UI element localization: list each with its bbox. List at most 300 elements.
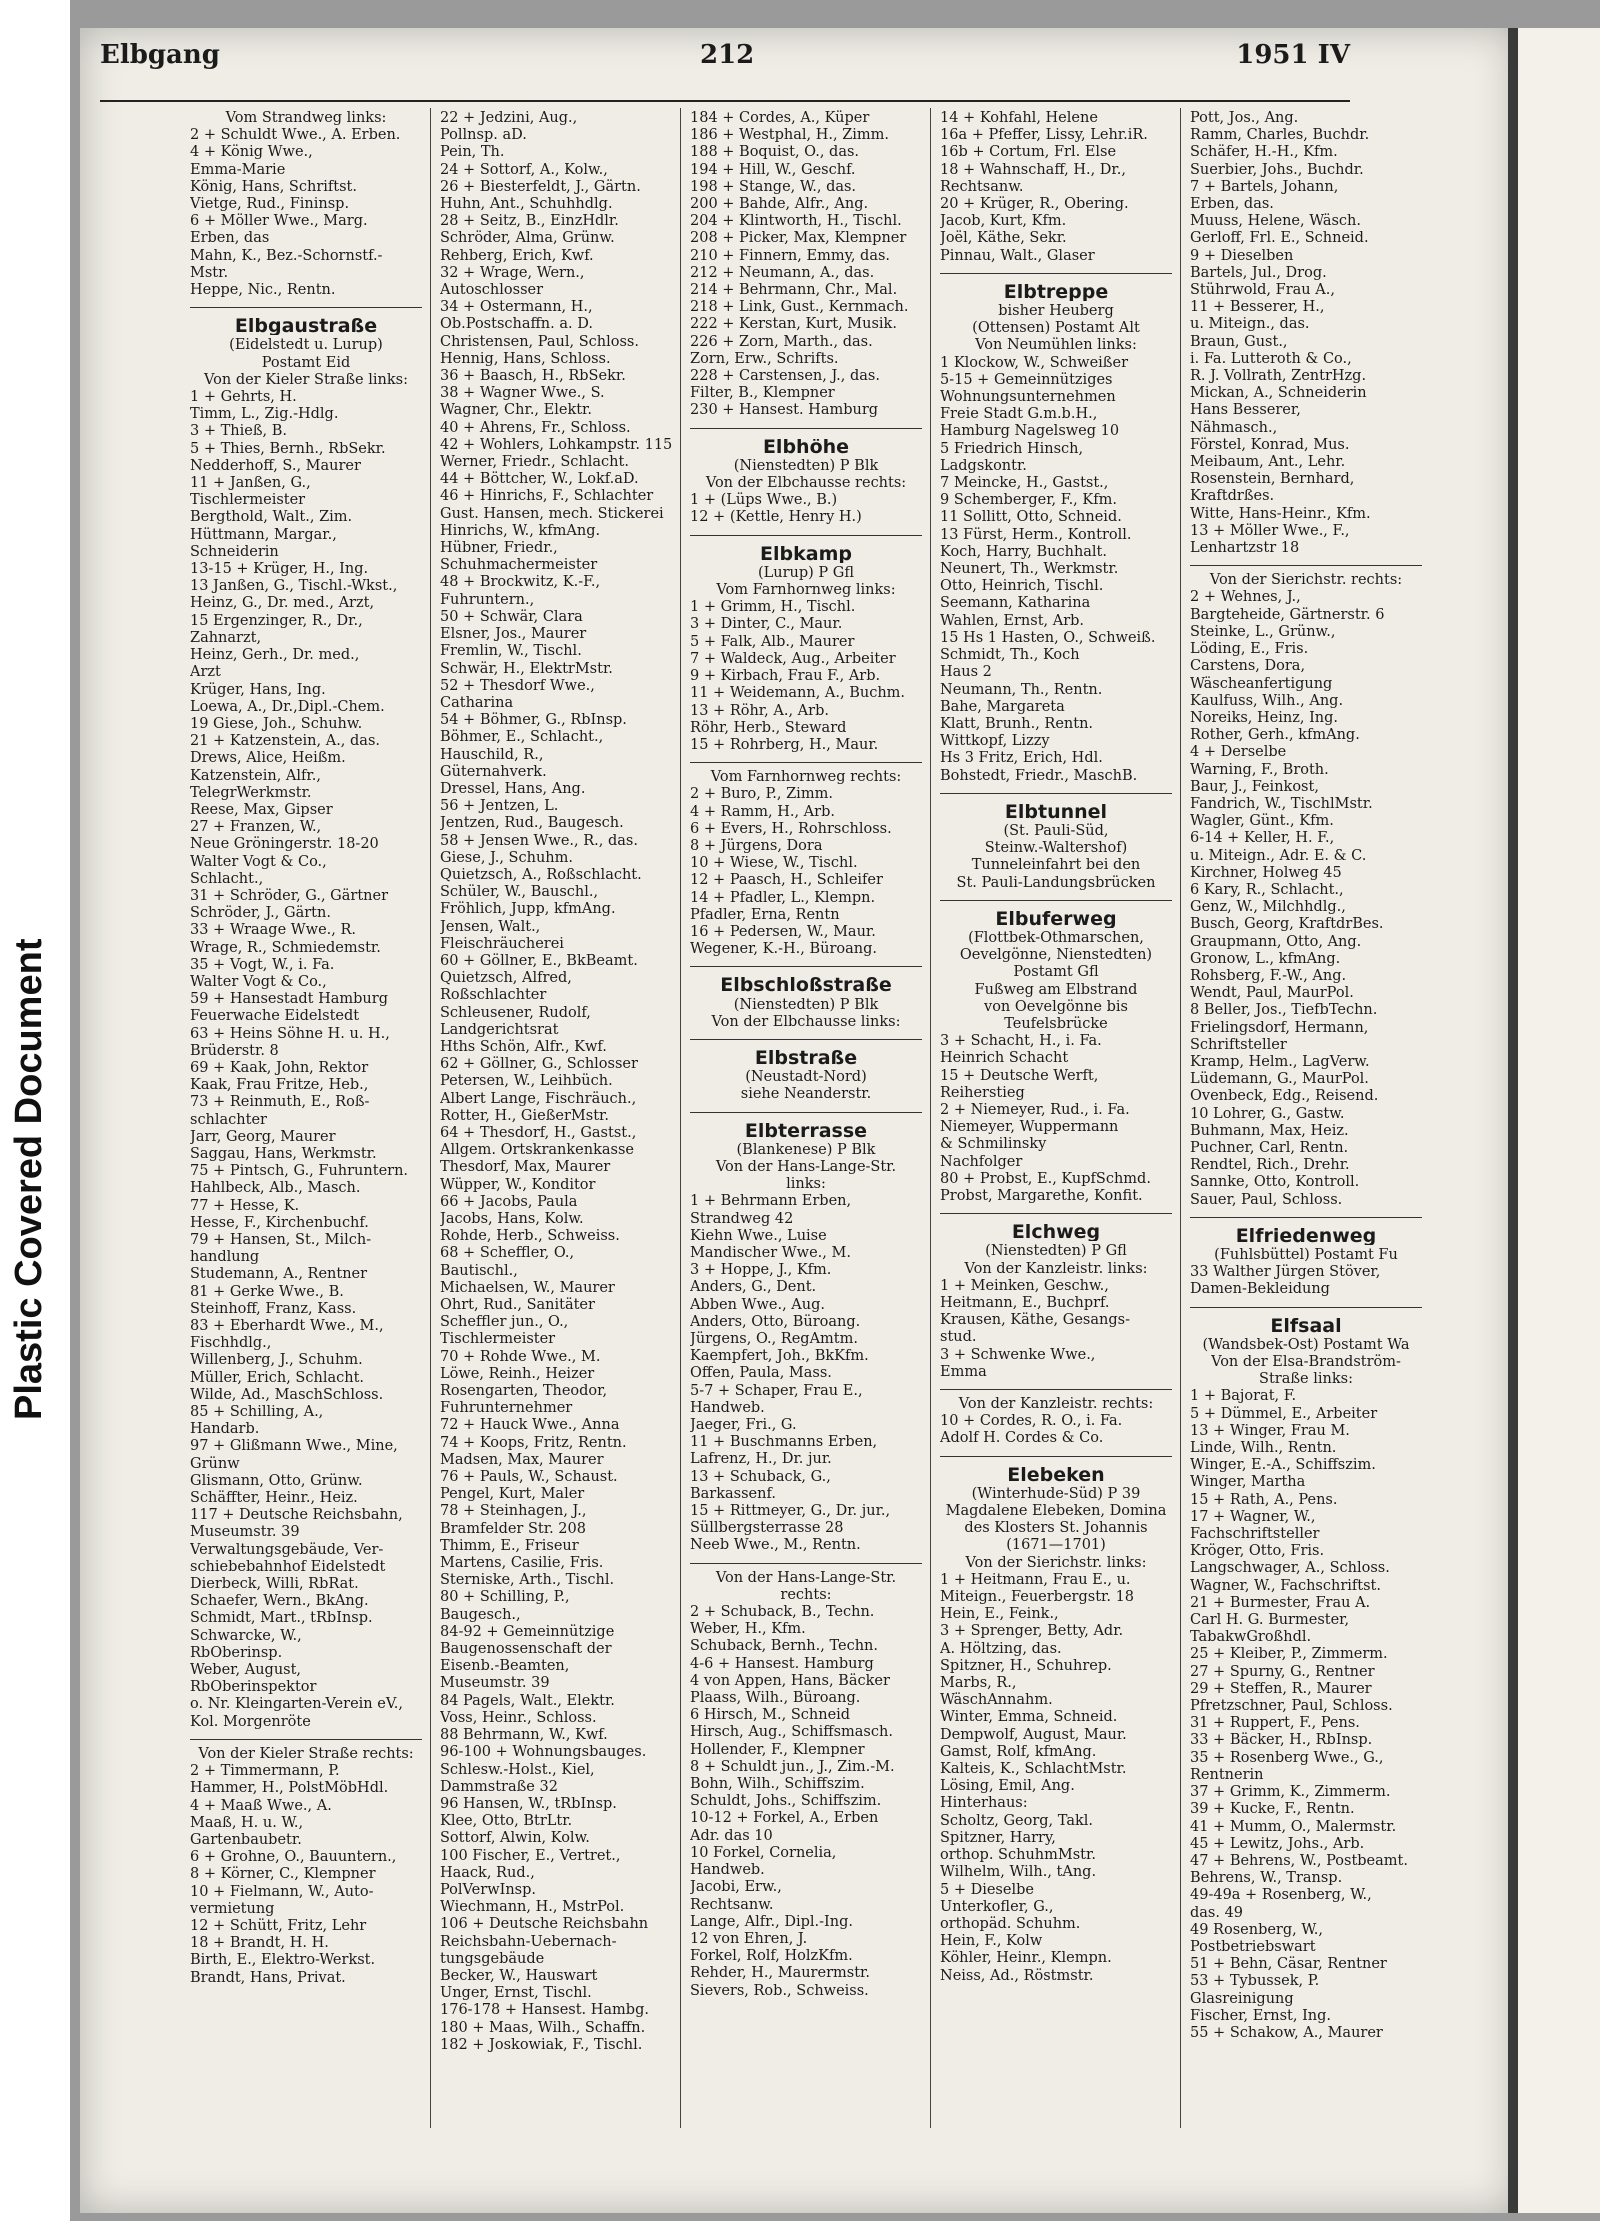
directory-entry: o. Nr. Kleingarten-Verein eV.,	[190, 1696, 403, 1713]
directory-entry: Feuerwache Eidelstedt	[190, 1008, 360, 1025]
directory-entry: Becker, W., Hauswart	[440, 1967, 598, 1984]
directory-entry: Wittkopf, Lizzy	[940, 733, 1050, 750]
directory-entry: 70 + Rohde Wwe., M.	[440, 1348, 601, 1365]
directory-entry: Hollender, F., Klempner	[690, 1741, 865, 1758]
page-number: 212	[700, 40, 755, 70]
directory-entry: Museumstr. 39	[440, 1675, 550, 1692]
directory-entry: Fuhrunternehmer	[440, 1400, 573, 1417]
directory-entry: Sottorf, Alwin, Kolw.	[440, 1830, 590, 1847]
directory-entry: Timm, L., Zig.-Hdlg.	[190, 406, 339, 423]
directory-entry: 15 + Deutsche Werft,	[940, 1067, 1099, 1084]
directory-entry: stud.	[940, 1329, 977, 1346]
directory-entry: Koch, Harry, Buchhalt.	[940, 543, 1107, 560]
directory-entry: Hesse, F., Kirchenbuchf.	[190, 1214, 369, 1231]
directory-entry: 11 + Weidemann, A., Buchm.	[690, 685, 906, 702]
directory-entry: Miteign., Feuerbergstr. 18	[940, 1589, 1135, 1606]
directory-entry: Reiherstieg	[940, 1084, 1025, 1101]
directory-entry: Rentnerin	[1190, 1766, 1264, 1783]
directory-entry: Glismann, Otto, Grünw.	[190, 1472, 363, 1489]
directory-entry: Mickan, A., Schneiderin	[1190, 385, 1367, 402]
directory-entry: WäschAnnahm.	[940, 1692, 1053, 1709]
directory-entry: Fleischräucherei	[440, 935, 564, 952]
directory-entry: vermietung	[190, 1900, 275, 1917]
directory-entry: 64 + Thesdorf, H., Gastst.,	[440, 1124, 637, 1141]
directory-entry: R. J. Vollrath, ZentrHzg.	[1190, 368, 1367, 385]
directory-entry: 3 + Schwenke Wwe.,	[940, 1346, 1096, 1363]
section-note: St. Pauli-Landungsbrücken	[956, 874, 1156, 891]
directory-entry: 212 + Neumann, A., das.	[690, 264, 875, 281]
directory-entry: 39 + Kucke, F., Rentn.	[1190, 1801, 1355, 1818]
directory-entry: Gartenbaubetr.	[190, 1831, 302, 1848]
directory-entry: 16 + Pedersen, W., Maur.	[690, 923, 876, 940]
directory-entry: Busch, Georg, KraftdrBes.	[1190, 916, 1384, 933]
section-rule	[690, 1039, 922, 1040]
column-divider	[1180, 108, 1181, 2128]
directory-entry: Ovenbeck, Edg., Reisend.	[1190, 1088, 1379, 1105]
directory-entry: 13 Fürst, Herm., Kontroll.	[940, 526, 1132, 543]
directory-entry: Pfadler, Erna, Rentn	[690, 906, 840, 923]
directory-entry: 96-100 + Wohnungsbauges.	[440, 1744, 647, 1761]
directory-entry: 40 + Ahrens, Fr., Schloss.	[440, 419, 631, 436]
directory-entry: 5 + Dümmel, E., Arbeiter	[1190, 1405, 1378, 1422]
section-note: Von der Kanzleistr. links:	[964, 1260, 1148, 1277]
directory-entry: 12 + (Kettle, Henry H.)	[690, 509, 862, 526]
directory-entry: Walter Vogt & Co.,	[190, 853, 327, 870]
section-rule	[1190, 1217, 1422, 1218]
directory-entry: 5 + Falk, Alb., Maurer	[690, 633, 855, 650]
directory-entry: 13 + Röhr, A., Arb.	[690, 702, 829, 719]
section-note: Fußweg am Elbstrand	[974, 981, 1138, 998]
directory-entry: Wüpper, W., Konditor	[440, 1176, 596, 1193]
directory-entry: 176-178 + Hansest. Hambg.	[440, 2002, 649, 2019]
directory-entry: Linde, Wilh., Rentn.	[1190, 1440, 1337, 1457]
directory-entry: 97 + Glißmann Wwe., Mine,	[190, 1438, 398, 1455]
directory-entry: Güternahverk.	[440, 763, 547, 780]
directory-entry: 1 + Grimm, H., Tischl.	[690, 599, 856, 616]
directory-entry: Pfretzschner, Paul, Schloss.	[1190, 1698, 1393, 1715]
directory-entry: Seemann, Katharina	[940, 595, 1091, 612]
directory-entry: Jentzen, Rud., Baugesch.	[440, 815, 624, 832]
directory-entry: 85 + Schilling, A.,	[190, 1404, 324, 1421]
directory-entry: Warning, F., Broth.	[1190, 761, 1329, 778]
directory-entry: Jensen, Walt.,	[440, 918, 541, 935]
directory-entry: Jaeger, Fri., G.	[690, 1417, 797, 1434]
section-note: Von der Elsa-Brandström-	[1211, 1354, 1401, 1371]
directory-entry: 9 + Dieselben	[1190, 247, 1294, 264]
section-rule	[690, 762, 922, 763]
directory-entry: Lafrenz, H., Dr. jur.	[690, 1451, 832, 1468]
directory-entry: 2 + Schuldt Wwe., A. Erben.	[190, 127, 401, 144]
street-heading: Elbuferweg	[995, 910, 1117, 928]
directory-entry: Zahnarzt,	[190, 629, 262, 646]
directory-entry: 1 + (Lüps Wwe., B.)	[690, 492, 838, 509]
directory-entry: Löwe, Reinh., Heizer	[440, 1365, 595, 1382]
directory-entry: Autoschlosser	[440, 282, 544, 299]
directory-entry: Brandt, Hans, Privat.	[190, 1969, 346, 1986]
directory-entry: 5 Friedrich Hinsch,	[940, 440, 1084, 457]
directory-entry: 10 + Fielmann, W., Auto-	[190, 1883, 374, 1900]
directory-entry: Süllbergsterrasse 28	[690, 1520, 844, 1537]
directory-entry: 76 + Pauls, W., Schaust.	[440, 1469, 618, 1486]
directory-entry: Schäffter, Heinr., Heiz.	[190, 1490, 358, 1507]
section-rule	[940, 1213, 1172, 1214]
directory-entry: Christensen, Paul, Schloss.	[440, 333, 639, 350]
directory-entry: Bargteheide, Gärtnerstr. 6	[1190, 606, 1385, 623]
directory-entry: Kröger, Otto, Fris.	[1190, 1543, 1325, 1560]
directory-entry: Jacobi, Erw.,	[690, 1879, 782, 1896]
street-heading: Elfsaal	[1270, 1317, 1342, 1335]
directory-entry: 16a + Pfeffer, Lissy, Lehr.iR.	[940, 127, 1148, 144]
directory-entry: 44 + Böttcher, W., Lokf.aD.	[440, 471, 639, 488]
directory-entry: Haus 2	[940, 664, 992, 681]
directory-entry: u. Miteign., Adr. E. & C.	[1190, 847, 1367, 864]
page-header	[100, 40, 1350, 90]
directory-entry: Anders, Otto, Büroang.	[690, 1313, 861, 1330]
section-note: (1671—1701)	[1006, 1537, 1106, 1554]
directory-entry: Werner, Friedr., Schlacht.	[440, 454, 629, 471]
directory-entry: 1 + Heitmann, Frau E., u.	[940, 1571, 1131, 1588]
directory-entry: Abben Wwe., Aug.	[690, 1296, 825, 1313]
section-note: rechts:	[780, 1586, 832, 1603]
plastic-covered-label: Plastic Covered Document	[8, 938, 50, 1420]
section-note: siehe Neanderstr.	[740, 1086, 872, 1103]
directory-entry: Loewa, A., Dr.,Dipl.-Chem.	[190, 698, 385, 715]
section-note: Von der Sierichstr. links:	[965, 1554, 1147, 1571]
directory-entry: Frielingsdorf, Hermann,	[1190, 1019, 1369, 1036]
directory-entry: Köhler, Heinr., Klempn.	[940, 1950, 1112, 1967]
directory-entry: Hamburg Nagelsweg 10	[940, 423, 1120, 440]
directory-entry: Noreiks, Heinz, Ing.	[1190, 709, 1339, 726]
directory-entry: Krausen, Käthe, Gesangs-	[940, 1312, 1130, 1329]
directory-entry: Voss, Heinr., Schloss.	[440, 1709, 597, 1726]
directory-entry: Heinrich Schacht	[940, 1050, 1069, 1067]
directory-entry: 2 + Schuback, B., Techn.	[690, 1604, 875, 1621]
directory-entry: Fachschriftsteller	[1190, 1526, 1320, 1543]
directory-entry: 49 Rosenberg, W.,	[1190, 1921, 1323, 1938]
directory-entry: 12 von Ehren, J.	[690, 1930, 808, 1947]
directory-entry: 198 + Stange, W., das.	[690, 178, 857, 195]
section-note: (Eidelstedt u. Lurup)	[229, 337, 383, 354]
directory-entry: 228 + Carstensen, J., das.	[690, 368, 880, 385]
section-note: (Nienstedten) P Gfl	[985, 1243, 1127, 1260]
directory-entry: 25 + Kleiber, P., Zimmerm.	[1190, 1646, 1388, 1663]
section-note: Von der Hans-Lange-Str.	[715, 1569, 897, 1586]
directory-entry: Wilhelm, Wilh., tAng.	[940, 1864, 1097, 1881]
directory-entry: Birth, E., Elektro-Werkst.	[190, 1952, 376, 1969]
directory-entry: Gust. Hansen, mech. Stickerei	[440, 505, 664, 522]
directory-entry: Studemann, A., Rentner	[190, 1266, 368, 1283]
directory-entry: Wiechmann, H., MstrPol.	[440, 1899, 625, 1916]
directory-entry: Löding, E., Fris.	[1190, 641, 1309, 658]
directory-entry: 210 + Finnern, Emmy, das.	[690, 247, 891, 264]
directory-entry: 78 + Steinhagen, J.,	[440, 1503, 587, 1520]
directory-entry: Reese, Max, Gipser	[190, 801, 333, 818]
directory-entry: 7 + Bartels, Johann,	[1190, 178, 1339, 195]
directory-entry: 27 + Spurny, G., Rentner	[1190, 1663, 1375, 1680]
directory-entry: Schaefer, Wern., BkAng.	[190, 1593, 369, 1610]
directory-entry: 79 + Hansen, St., Milch-	[190, 1232, 372, 1248]
directory-entry: Maaß, H. u. W.,	[190, 1814, 304, 1831]
directory-entry: Hein, E., Feink.,	[940, 1606, 1059, 1623]
directory-entry: Schuhmachermeister	[440, 557, 598, 574]
street-heading: Elbkamp	[760, 545, 852, 563]
section-rule	[690, 1563, 922, 1564]
street-heading: Elfriedenweg	[1235, 1227, 1377, 1245]
directory-entry: 1 + Meinken, Geschw.,	[940, 1277, 1109, 1294]
directory-entry: Schriftsteller	[1190, 1036, 1287, 1053]
directory-entry: 106 + Deutsche Reichsbahn	[440, 1916, 649, 1933]
directory-entry: 2 + Wehnes, J.,	[1190, 589, 1301, 606]
directory-entry: Wäscheanfertigung	[1190, 675, 1333, 692]
directory-entry: Rohsberg, F.-W., Ang.	[1190, 967, 1347, 984]
directory-entry: Dammstraße 32	[440, 1778, 558, 1795]
section-note: (Ottensen) Postamt Alt	[972, 320, 1140, 337]
directory-entry: TelegrWerkmstr.	[190, 784, 312, 801]
directory-entry: Scheffler jun., O.,	[440, 1314, 569, 1331]
directory-entry: 6 Hirsch, M., Schneid	[690, 1707, 851, 1724]
directory-entry: Unterkofler, G.,	[940, 1898, 1054, 1915]
directory-entry: Glasreinigung	[1190, 1990, 1294, 2007]
section-note: Von der Kieler Straße links:	[204, 371, 408, 388]
directory-entry: 63 + Heins Söhne H. u. H.,	[190, 1025, 390, 1042]
directory-entry: 73 + Reinmuth, E., Roß-	[190, 1094, 370, 1111]
column-divider	[430, 108, 431, 2128]
directory-entry: Arzt	[190, 664, 221, 681]
directory-entry: 8 + Schuldt jun., J., Zim.-M.	[690, 1758, 895, 1775]
directory-entry: 33 Walther Jürgen Stöver,	[1190, 1264, 1381, 1281]
directory-entry: Dressel, Hans, Ang.	[440, 780, 586, 797]
directory-entry: 46 + Hinrichs, F., Schlachter	[440, 488, 654, 505]
directory-entry: Strandweg 42	[690, 1210, 794, 1227]
directory-entry: 56 + Jentzen, L.	[440, 798, 559, 815]
directory-entry: Ladgskontr.	[940, 457, 1027, 474]
directory-entry: 83 + Eberhardt Wwe., M.,	[190, 1318, 384, 1335]
directory-entry: Kaulfuss, Wilh., Ang.	[1190, 692, 1344, 709]
directory-entry: 27 + Franzen, W.,	[190, 819, 322, 836]
directory-entry: Bartels, Jul., Drog.	[1190, 264, 1327, 281]
directory-entry: 9 + Kirbach, Frau F., Arb.	[690, 668, 881, 685]
directory-entry: Neue Gröningerstr. 18-20	[190, 836, 379, 853]
directory-entry: 37 + Grimm, K., Zimmerm.	[1190, 1784, 1391, 1801]
directory-entry: 75 + Pintsch, G., Fuhruntern.	[190, 1163, 409, 1180]
directory-entry: 3 + Schacht, H., i. Fa.	[940, 1033, 1102, 1050]
section-note: Vom Farnhornweg rechts:	[710, 769, 902, 786]
directory-entry: Reichsbahn-Uebernach-	[440, 1933, 617, 1950]
directory-entry: 226 + Zorn, Marth., das.	[690, 333, 873, 350]
directory-entry: 31 + Schröder, G., Gärtner	[190, 887, 389, 904]
directory-entry: 84-92 + Gemeinnützige	[440, 1623, 615, 1640]
directory-entry: Eisenb.-Beamten,	[440, 1658, 570, 1675]
directory-entry: Kiehn Wwe., Luise	[690, 1227, 827, 1244]
directory-entry: Roßschlachter	[440, 987, 547, 1004]
directory-entry: tungsgebäude	[440, 1950, 545, 1967]
section-note: Steinw.-Waltershof)	[984, 840, 1128, 857]
directory-entry: 11 Sollitt, Otto, Schneid.	[940, 509, 1122, 526]
directory-entry: Emma-Marie	[190, 161, 286, 178]
directory-entry: Schäfer, H.-H., Kfm.	[1190, 144, 1338, 161]
directory-entry: Verwaltungsgebäude, Ver-	[190, 1541, 384, 1558]
directory-entry: Wahlen, Ernst, Arb.	[940, 612, 1085, 629]
directory-entry: Wegener, K.-H., Büroang.	[690, 941, 877, 958]
directory-entry: 1 + Bajorat, F.	[1190, 1388, 1297, 1405]
directory-entry: Schuback, Bernh., Techn.	[690, 1638, 878, 1655]
directory-entry: Wagner, Chr., Elektr.	[440, 402, 593, 419]
directory-entry: 18 + Brandt, H. H.	[190, 1935, 329, 1952]
directory-entry: Grünw	[190, 1455, 240, 1472]
directory-entry: Otto, Heinrich, Tischl.	[940, 578, 1104, 595]
directory-entry: 15 + Rittmeyer, G., Dr. jur.,	[690, 1503, 891, 1520]
directory-entry: Quietzsch, A., Roßschlacht.	[440, 866, 642, 883]
directory-entry: Sannke, Otto, Kontroll.	[1190, 1174, 1360, 1191]
section-rule	[1190, 565, 1422, 566]
section-note: Tunneleinfahrt bei den	[971, 857, 1141, 874]
directory-entry: Hths Schön, Alfr., Kwf.	[440, 1038, 607, 1055]
directory-entry: 117 + Deutsche Reichsbahn,	[190, 1507, 403, 1524]
section-note: Von der Kanzleistr. rechts:	[958, 1396, 1154, 1413]
section-rule	[940, 900, 1172, 901]
directory-entry: Neeb Wwe., M., Rentn.	[690, 1537, 861, 1554]
directory-entry: 11 + Janßen, G.,	[190, 475, 311, 492]
section-rule	[1190, 1307, 1422, 1308]
directory-entry: Catharina	[440, 694, 514, 711]
directory-entry: Gamst, Rolf, kfmAng.	[940, 1743, 1097, 1760]
street-heading: Elbtreppe	[1003, 283, 1109, 302]
directory-entry: Plaass, Wilh., Büroang.	[690, 1690, 861, 1707]
directory-entry: 48 + Brockwitz, K.-F.,	[440, 574, 601, 591]
section-rule	[190, 1739, 422, 1740]
directory-entry: Schlacht.,	[190, 870, 264, 887]
directory-entry: 184 + Cordes, A., Küper	[690, 110, 870, 126]
directory-entry: Erben, das	[190, 230, 270, 247]
directory-entry: 33 + Wraage Wwe., R.	[190, 922, 357, 939]
directory-entry: 3 + Sprenger, Betty, Adr.	[940, 1623, 1124, 1640]
directory-entry: Niemeyer, Wuppermann	[940, 1119, 1119, 1136]
directory-entry: Schmidt, Mart., tRbInsp.	[190, 1610, 373, 1627]
directory-entry: Wendt, Paul, MaurPol.	[1190, 985, 1354, 1002]
directory-entry: Spitzner, H., Schuhrep.	[940, 1657, 1112, 1674]
directory-entry: Fremlin, W., Tischl.	[440, 643, 582, 660]
directory-entry: Vietge, Rud., Fininsp.	[190, 196, 350, 213]
section-note: (Blankenese) P Blk	[736, 1141, 876, 1158]
directory-entry: Rotter, H., GießerMstr.	[440, 1107, 609, 1124]
section-note: (Nienstedten) P Blk	[733, 457, 879, 474]
column-5	[1190, 110, 1422, 2042]
directory-entry: 52 + Thesdorf Wwe.,	[440, 677, 595, 694]
directory-entry: Tischlermeister	[440, 1331, 556, 1348]
directory-entry: Jacob, Kurt, Kfm.	[940, 213, 1067, 230]
directory-entry: 10 Lohrer, G., Gastw.	[1190, 1105, 1345, 1122]
section-note: (Nienstedten) P Blk	[733, 996, 879, 1013]
directory-entry: 21 + Katzenstein, A., das.	[190, 733, 381, 750]
directory-entry: 10 Forkel, Cornelia,	[690, 1844, 837, 1861]
section-note: (Fuhlsbüttel) Postamt Fu	[1214, 1247, 1398, 1263]
column-3	[690, 110, 922, 2000]
directory-entry: 200 + Bahde, Alfr., Ang.	[690, 196, 869, 213]
directory-entry: Sauer, Paul, Schloss.	[1190, 1191, 1343, 1208]
directory-entry: Lüdemann, G., MaurPol.	[1190, 1071, 1369, 1088]
section-rule	[940, 273, 1172, 274]
directory-entry: Klee, Otto, BtrLtr.	[440, 1813, 573, 1830]
directory-entry: Pinnau, Walt., Glaser	[940, 247, 1095, 264]
directory-entry: Wilde, Ad., MaschSchloss.	[190, 1386, 384, 1403]
directory-entry: 4-6 + Hansest. Hamburg	[690, 1655, 874, 1672]
directory-entry: Wagler, Günt., Kfm.	[1190, 813, 1334, 830]
directory-entry: 13-15 + Krüger, H., Ing.	[190, 561, 369, 578]
directory-entry: Klatt, Brunh., Rentn.	[940, 715, 1094, 732]
directory-entry: 45 + Lewitz, Johs., Arb.	[1190, 1835, 1365, 1852]
directory-entry: 84 Pagels, Walt., Elektr.	[440, 1692, 615, 1709]
directory-entry: Lange, Alfr., Dipl.-Ing.	[690, 1913, 853, 1930]
directory-entry: orthopäd. Schuhm.	[940, 1915, 1081, 1932]
directory-entry: & Schmilinsky	[940, 1136, 1047, 1153]
directory-entry: PolVerwInsp.	[440, 1881, 536, 1898]
directory-entry: 222 + Kerstan, Kurt, Musik.	[690, 316, 897, 333]
directory-entry: 69 + Kaak, John, Rektor	[190, 1059, 369, 1076]
directory-entry: König, Hans, Schriftst.	[190, 178, 357, 195]
directory-entry: Neunert, Th., Werkmstr.	[940, 561, 1119, 578]
directory-entry: Bergthold, Walt., Zim.	[190, 509, 353, 526]
directory-entry: Puchner, Carl, Rentn.	[1190, 1139, 1349, 1156]
directory-entry: TabakwGroßhdl.	[1190, 1629, 1312, 1646]
directory-entry: Adolf H. Cordes & Co.	[940, 1430, 1104, 1447]
directory-entry: Fandrich, W., TischlMstr.	[1190, 795, 1373, 812]
section-note: Vom Strandweg links:	[225, 110, 387, 126]
directory-entry: 5-7 + Schaper, Frau E.,	[690, 1382, 863, 1399]
directory-entry: 230 + Hansest. Hamburg	[690, 402, 879, 419]
directory-entry: 34 + Ostermann, H.,	[440, 299, 593, 316]
section-rule	[190, 307, 422, 308]
directory-entry: 5 + Dieselbe	[940, 1881, 1034, 1898]
directory-entry: Krüger, Hans, Ing.	[190, 681, 326, 698]
directory-entry: Schwarcke, W.,	[190, 1627, 302, 1644]
directory-entry: Carstens, Dora,	[1190, 658, 1306, 675]
directory-entry: Kirchner, Holweg 45	[1190, 864, 1342, 881]
directory-entry: 14 + Kohfahl, Helene	[940, 110, 1098, 126]
directory-entry: 15 + Rath, A., Pens.	[1190, 1491, 1338, 1508]
directory-entry: 22 + Jedzini, Aug.,	[440, 110, 578, 126]
directory-entry: 1 + Behrmann Erben,	[690, 1193, 852, 1210]
directory-entry: i. Fa. Lutteroth & Co.,	[1190, 350, 1352, 367]
directory-entry: Fröhlich, Jupp, kfmAng.	[440, 901, 616, 918]
directory-entry: 58 + Jensen Wwe., R., das.	[440, 832, 638, 849]
directory-entry: Giese, J., Schuhm.	[440, 849, 573, 866]
directory-entry: Braun, Gust.,	[1190, 333, 1288, 350]
directory-entry: 194 + Hill, W., Geschf.	[690, 161, 856, 178]
directory-entry: Schröder, J., Gärtn.	[190, 905, 331, 922]
directory-entry: das. 49	[1190, 1904, 1244, 1921]
column-divider	[930, 108, 931, 2128]
directory-entry: 11 + Besserer, H.,	[1190, 299, 1325, 316]
directory-entry: Bohn, Wilh., Schiffszim.	[690, 1776, 865, 1793]
directory-entry: 6-14 + Keller, H. F.,	[1190, 830, 1335, 847]
section-note: links:	[786, 1176, 826, 1193]
directory-entry: 8 + Jürgens, Dora	[690, 837, 823, 854]
directory-entry: Hauschild, R.,	[440, 746, 544, 763]
section-note: Postamt Eid	[261, 354, 351, 371]
directory-entry: Baur, J., Feinkost,	[1190, 778, 1319, 795]
directory-entry: 218 + Link, Gust., Kernmach.	[690, 299, 909, 316]
directory-entry: Winger, E.-A., Schiffszim.	[1190, 1457, 1376, 1474]
directory-entry: Wohnungsunternehmen	[940, 389, 1116, 406]
directory-entry: 12 + Paasch, H., Schleifer	[690, 872, 883, 889]
directory-entry: 88 Behrmann, W., Kwf.	[440, 1727, 608, 1744]
section-note: von Oevelgönne bis	[984, 998, 1128, 1015]
directory-entry: Neumann, Th., Rentn.	[940, 681, 1103, 698]
directory-entry: 66 + Jacobs, Paula	[440, 1193, 578, 1210]
directory-entry: 208 + Picker, Max, Klempner	[690, 230, 907, 247]
section-note: (Flottbek-Othmarschen,	[968, 929, 1144, 946]
directory-entry: Quietzsch, Alfred,	[440, 970, 572, 987]
